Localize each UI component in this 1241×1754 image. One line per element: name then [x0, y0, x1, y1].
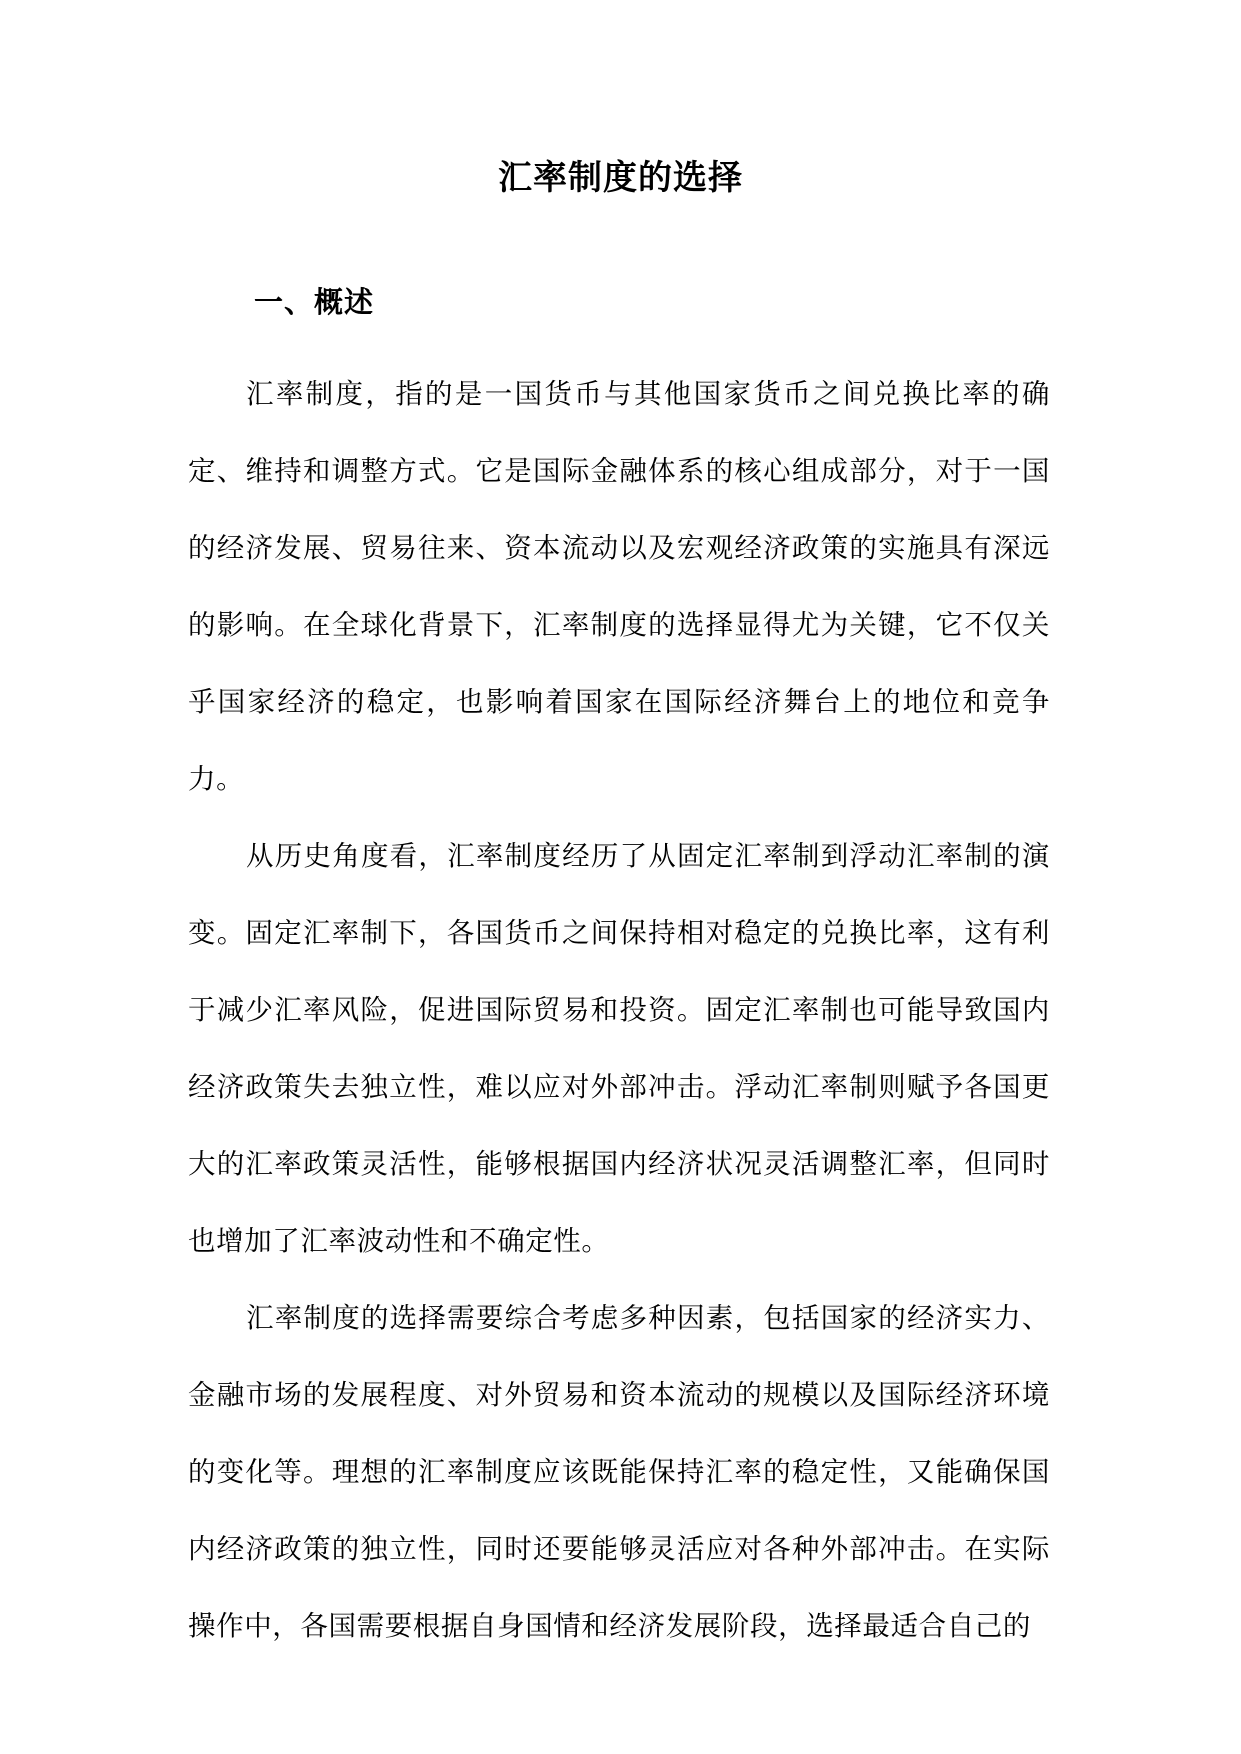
paragraph-2: 从历史角度看，汇率制度经历了从固定汇率制到浮动汇率制的演变。固定汇率制下，各国货币之间保持相对稳定的兑换比率，这有利于减少汇率风险，促进国际贸易和投资。固定汇率制也可能导致国内经济政策失去独立性，难以应对外部冲击。浮动汇率制则赋予各国更大的汇率政策灵活性，能够根据国内经济状况灵活调整汇率，但同时也增加了汇率波动性和不确定性。: [188, 840, 1050, 1257]
document-title: 汇率制度的选择: [498, 158, 743, 198]
body-text: [188, 356, 1050, 1665]
paragraph-1: 汇率制度，指的是一国货币与其他国家货币之间兑换比率的确定、维持和调整方式。它是国际金融体系的核心组成部分，对于一国的经济发展、贸易往来、资本流动以及宏观经济政策的实施具有深远的影响。在全球化背景下，汇率制度的选择显得尤为关键，它不仅关乎国家经济的稳定，也影响着国家在国际经济舞台上的地位和竞争力。: [188, 378, 1050, 795]
paragraph-3: 汇率制度的选择需要综合考虑多种因素，包括国家的经济实力、金融市场的发展程度、对外贸易和资本流动的规模以及国际经济环境的变化等。理想的汇率制度应该既能保持汇率的稳定性，又能确保国内经济政策的独立性，同时还要能够灵活应对各种外部冲击。在实际操作中，各国需要根据自身国情和经济发展阶段，选择最适合自己的: [188, 1302, 1050, 1642]
section-heading-overview: 一、概述: [254, 285, 375, 319]
